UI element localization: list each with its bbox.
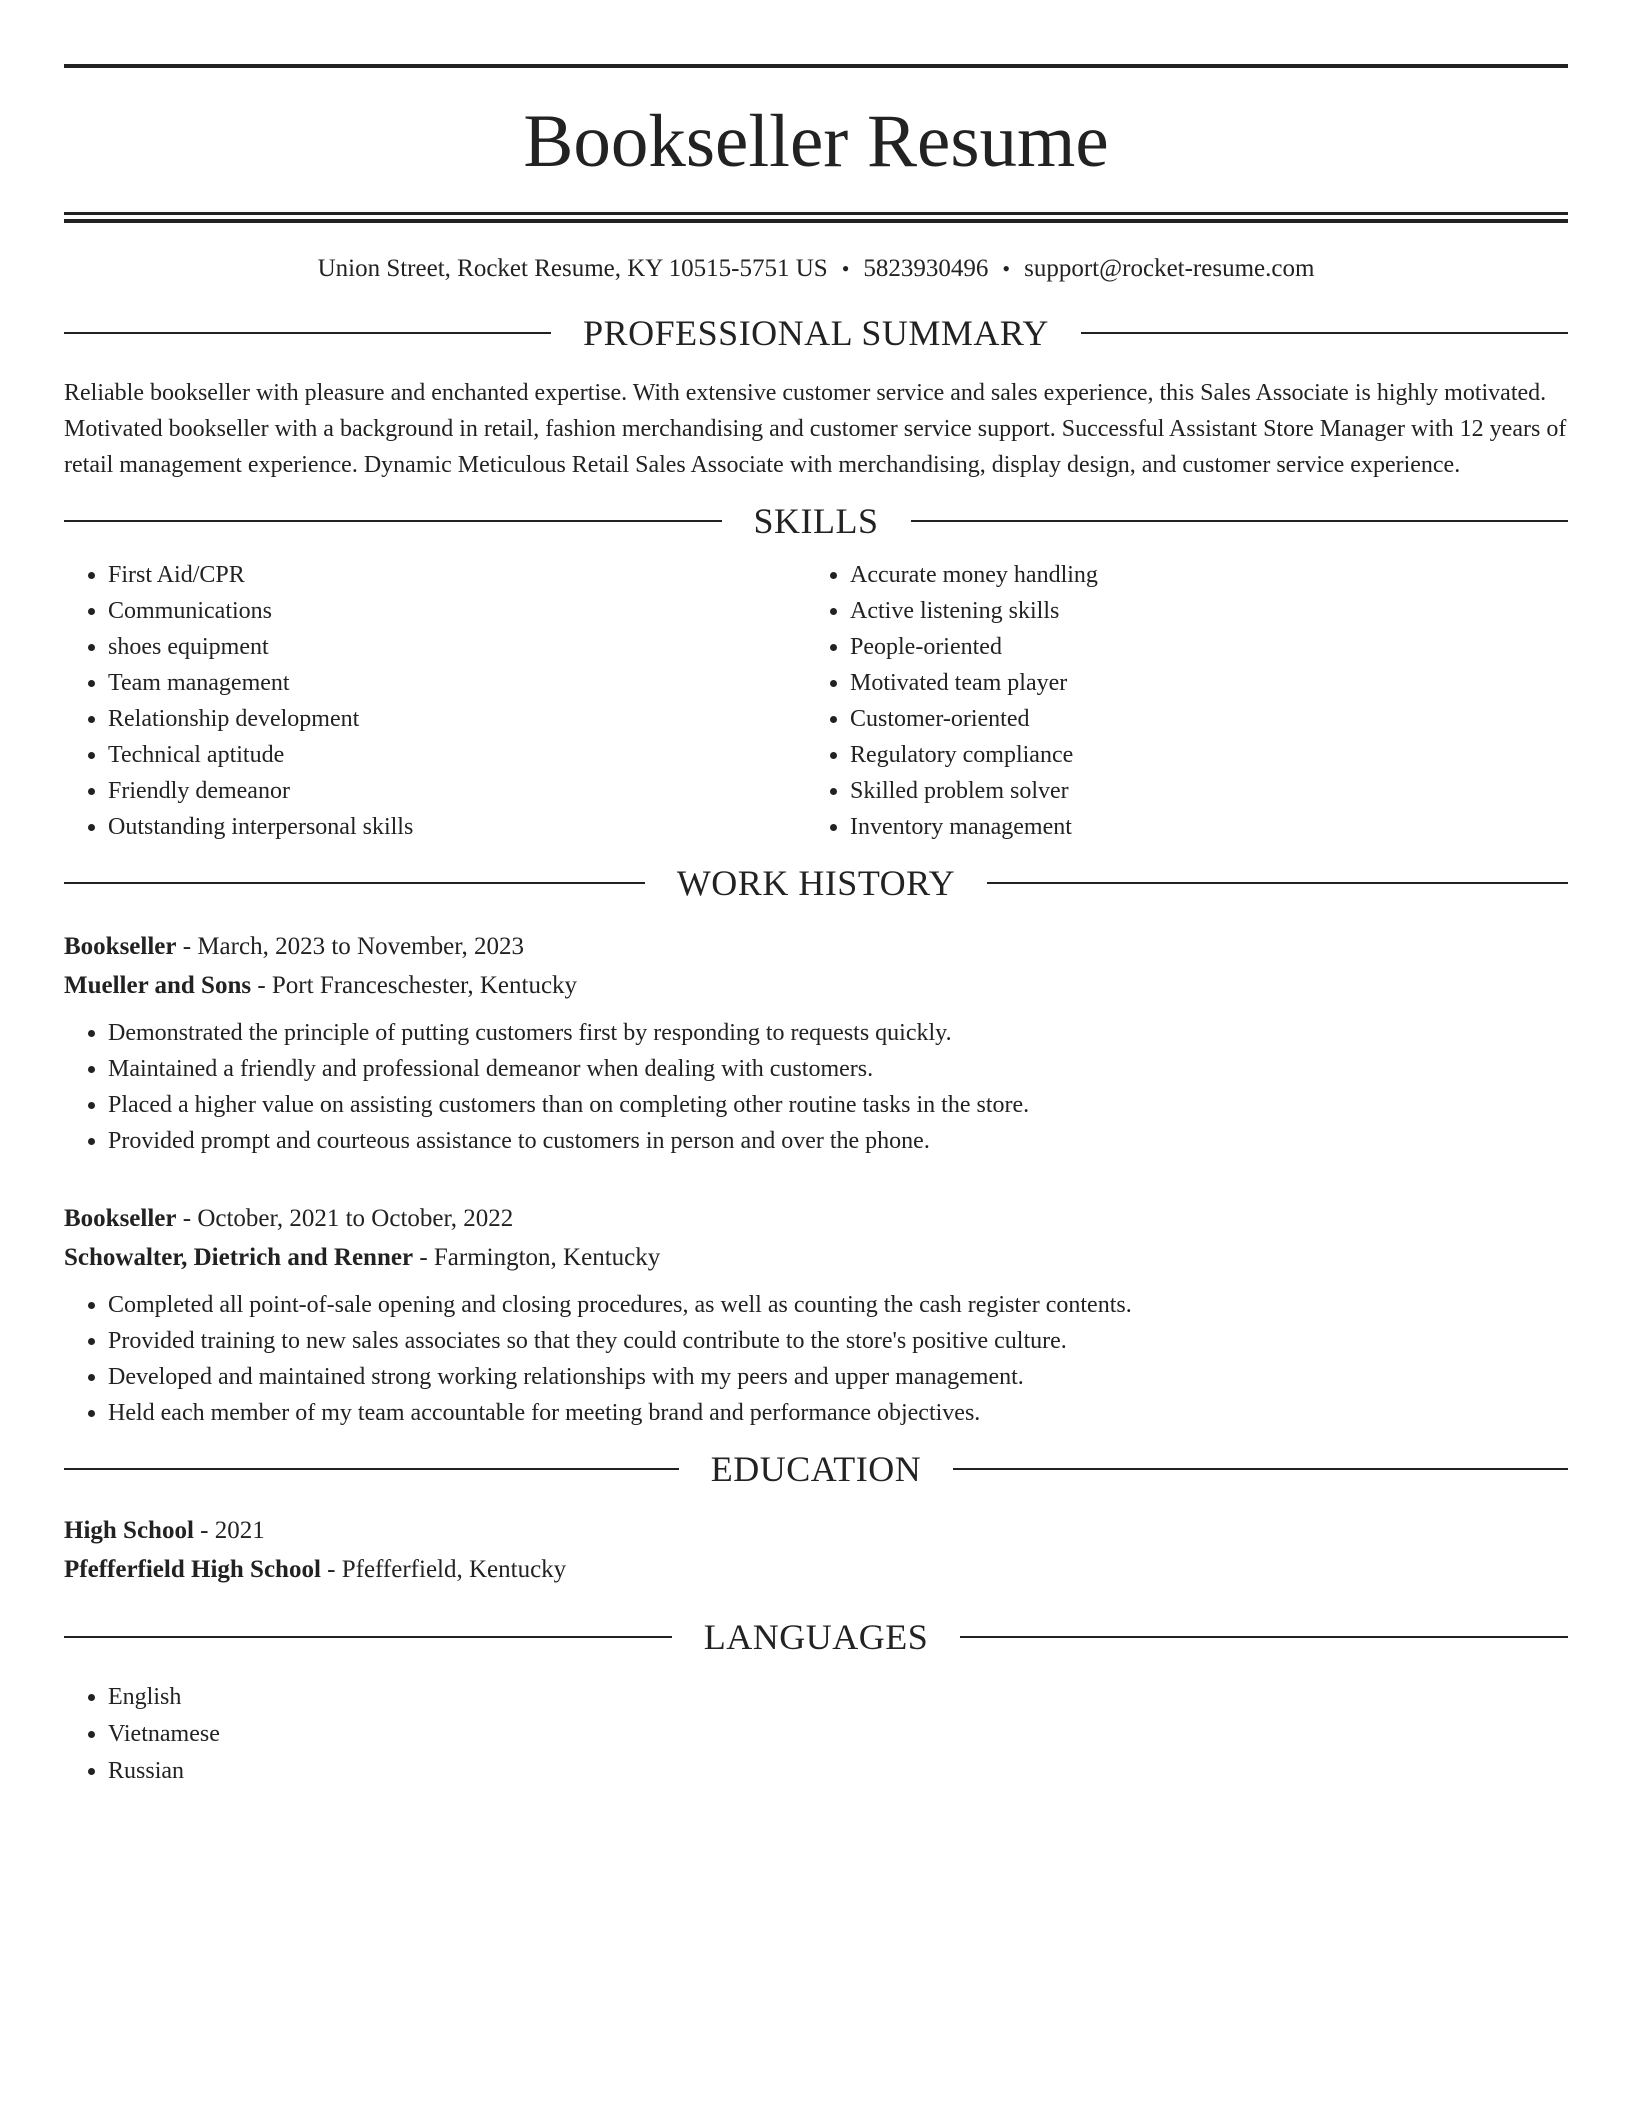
- languages-list: [64, 1679, 1568, 1790]
- top-rule: [64, 64, 1568, 68]
- skill-item: • Relationship development: [108, 701, 806, 737]
- section-title: SKILLS: [753, 501, 879, 541]
- section-heading-summary: [64, 315, 1568, 351]
- languages-section: [64, 1679, 1568, 1790]
- section-title: LANGUAGES: [703, 1617, 929, 1657]
- job-company-line: [64, 966, 1568, 1005]
- education-school: Pfefferfield High School: [64, 1556, 321, 1583]
- job-bullet: • Held each member of my team accountable for meeting brand and performance objectives.: [108, 1395, 1568, 1431]
- job-company-line: [64, 1238, 1568, 1277]
- skill-item: • Team management: [108, 665, 806, 701]
- page-title: Bookseller Resume: [523, 100, 1109, 183]
- skill-item: • First Aid/CPR: [108, 557, 806, 593]
- education-degree: High School: [64, 1517, 194, 1544]
- skills-list-right: [806, 557, 1548, 845]
- skill-item: • Friendly demeanor: [108, 773, 806, 809]
- section-title: PROFESSIONAL SUMMARY: [583, 313, 1049, 353]
- language-item: • English: [108, 1679, 1568, 1716]
- language-item: • Russian: [108, 1753, 1568, 1790]
- job-dates: - March, 2023 to November, 2023: [176, 933, 525, 960]
- education-location: - Pfefferfield, Kentucky: [320, 1556, 567, 1583]
- job-bullet: • Provided training to new sales associates so that they could contribute to the store's positive culture.: [108, 1323, 1568, 1359]
- job-company: Schowalter, Dietrich and Renner: [64, 1244, 414, 1271]
- skill-item: • Skilled problem solver: [850, 773, 1548, 809]
- section-heading-skills: [64, 503, 1568, 539]
- job-bullets: [64, 1287, 1568, 1431]
- contact-phone: 5823930496: [863, 255, 989, 282]
- skill-item: • shoes equipment: [108, 629, 806, 665]
- heading-rule: [1081, 332, 1568, 334]
- section-heading-education: [64, 1451, 1568, 1487]
- job-bullets: [64, 1015, 1568, 1159]
- heading-rule: [64, 332, 551, 334]
- skill-item: • Outstanding interpersonal skills: [108, 809, 806, 845]
- heading-rule: [64, 520, 722, 522]
- job-entry: [64, 927, 1568, 1159]
- heading-rule: [953, 1468, 1568, 1470]
- education-school-line: [64, 1550, 1568, 1589]
- skill-item: • People-oriented: [850, 629, 1548, 665]
- skill-item: • Communications: [108, 593, 806, 629]
- skill-item: • Inventory management: [850, 809, 1548, 845]
- job-bullet: • Demonstrated the principle of putting customers first by responding to requests quickly.: [108, 1015, 1568, 1051]
- summary-text: Reliable bookseller with pleasure and enchanted expertise. With extensive customer service and sales experience, this Sales Associate is highly motivated. Motivated bookseller with a background in retail, fashion merchandising and customer service support. Successful Assistant Store Manager with 12 years of retail management experience. Dynamic Meticulous Retail Sales Associate with merchandising, display design, and customer service experience.: [64, 380, 1567, 478]
- job-title-line: [64, 1199, 1568, 1238]
- section-heading-languages: [64, 1619, 1568, 1655]
- heading-rule: [987, 882, 1568, 884]
- section-title: EDUCATION: [710, 1449, 922, 1489]
- job-company: Mueller and Sons: [64, 972, 252, 999]
- education-year: - 2021: [193, 1517, 265, 1544]
- skill-item: • Customer-oriented: [850, 701, 1548, 737]
- title-double-rule: [64, 212, 1568, 223]
- contact-address: Union Street, Rocket Resume, KY 10515-5751 US: [317, 255, 828, 282]
- heading-rule: [64, 882, 645, 884]
- education-entry: [64, 1511, 1568, 1589]
- job-title-line: [64, 927, 1568, 966]
- language-item: • Vietnamese: [108, 1716, 1568, 1753]
- skill-item: • Regulatory compliance: [850, 737, 1548, 773]
- contact-separator: •: [1002, 256, 1011, 281]
- job-entry: [64, 1199, 1568, 1431]
- heading-rule: [960, 1636, 1568, 1638]
- section-heading-work: [64, 865, 1568, 901]
- heading-rule: [911, 520, 1569, 522]
- job-location: - Port Franceschester, Kentucky: [251, 972, 578, 999]
- job-bullet: • Maintained a friendly and professional demeanor when dealing with customers.: [108, 1051, 1568, 1087]
- heading-rule: [64, 1636, 672, 1638]
- heading-rule: [64, 1468, 679, 1470]
- skill-item: • Accurate money handling: [850, 557, 1548, 593]
- job-title: Bookseller: [64, 1205, 177, 1232]
- job-bullet: • Developed and maintained strong working relationships with my peers and upper management.: [108, 1359, 1568, 1395]
- education-degree-line: [64, 1511, 1568, 1550]
- resume-page: [64, 64, 1568, 1790]
- job-dates: - October, 2021 to October, 2022: [176, 1205, 514, 1232]
- skills-list-left: [64, 557, 806, 845]
- skill-item: • Active listening skills: [850, 593, 1548, 629]
- job-bullet: • Completed all point-of-sale opening and closing procedures, as well as counting the cash register contents.: [108, 1287, 1568, 1323]
- job-title: Bookseller: [64, 933, 177, 960]
- contact-line: [64, 256, 1568, 281]
- contact-email: support@rocket-resume.com: [1024, 255, 1315, 282]
- skills-columns: [64, 557, 1568, 845]
- contact-separator: •: [841, 256, 850, 281]
- job-bullet: • Provided prompt and courteous assistance to customers in person and over the phone.: [108, 1123, 1568, 1159]
- section-title: WORK HISTORY: [676, 863, 956, 903]
- job-bullet: • Placed a higher value on assisting customers than on completing other routine tasks in the store.: [108, 1087, 1568, 1123]
- skill-item: • Motivated team player: [850, 665, 1548, 701]
- skill-item: • Technical aptitude: [108, 737, 806, 773]
- job-location: - Farmington, Kentucky: [413, 1244, 661, 1271]
